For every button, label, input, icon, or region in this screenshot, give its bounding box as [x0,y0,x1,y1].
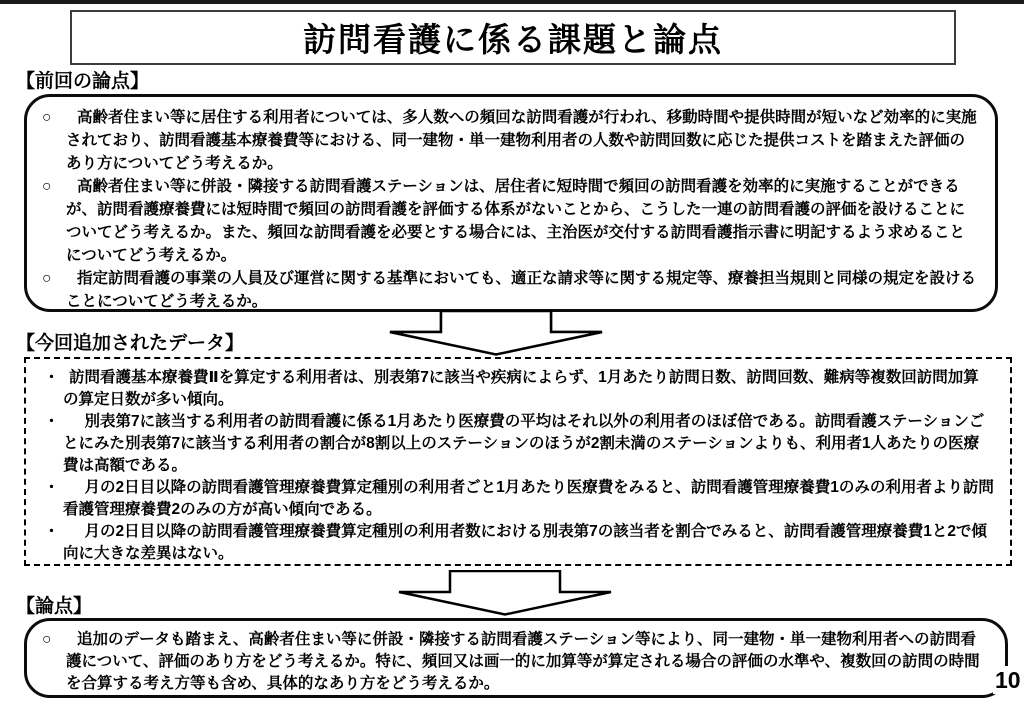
circle-bullet-marker: ○ [42,631,52,648]
list-item [39,629,989,695]
title-box [70,10,956,65]
list-item-text: 追加のデータも踏まえ、高齢者住まい等に併設・隣接する訪問看護ステーション等により、同一建物・単一建物利用者への訪問看護について、評価のあり方をどう考えるか。特に、頻回又は画一的に加算等が算定される場合の評価の水準や、複数回の訪問の時間を合算する考え方等も含め、具体的なあり方をどう考えるか。 [66,631,980,692]
section-label-previous-issues: 【前回の論点】 [16,71,150,92]
dot-bullet-marker: ・ [44,369,60,386]
list-item [38,477,994,521]
top-border-rule [0,0,1024,4]
page-number: 10 [995,667,1021,693]
page-title: 訪問看護に係る課題と論点 [303,21,723,58]
issues-box [24,618,1008,698]
dot-bullet-marker: ・ [44,413,60,430]
list-item [38,367,994,411]
list-item-text: 訪問看護基本療養費Ⅱを算定する利用者は、別表第7に該当や疾病によらず、1月あたり訪問日数、訪問回数、難病等複数回訪問加算の算定日数が多い傾向。 [63,369,979,408]
list-item [38,411,994,477]
list-item-text: 月の2日目以降の訪問看護管理療養費算定種別の利用者ごと1月あたり医療費をみると、訪問看護管理療養費1のみの利用者より訪問看護管理療養費2のみの方が高い傾向である。 [63,479,994,518]
added-data-box [24,357,1012,566]
down-arrow-icon [387,310,605,356]
list-item-text: 指定訪問看護の事業の人員及び運営に関する基準においても、適正な請求等に関する規定等、療養担当規則と同様の規定を設けることについてどう考えるか。 [66,270,977,310]
list-item-text: 別表第7に該当する利用者の訪問看護に係る1月あたり医療費の平均はそれ以外の利用者のほぼ倍である。訪問看護ステーションごとにみた別表第7に該当する利用者の割合が8割以上のステーションのほうが2割未満のステーションよりも、利用者1人あたりの医療費は高額である。 [63,413,985,474]
dot-bullet-marker: ・ [44,523,60,540]
previous-issues-box [24,94,998,312]
list-item [39,106,979,175]
list-item [39,267,979,312]
section-label-issues: 【論点】 [16,596,93,617]
list-item-text: 高齢者住まい等に併設・隣接する訪問看護ステーションは、居住者に短時間で頻回の訪問看護を効率的に実施することができるが、訪問看護療養費には短時間で頻回の訪問看護を評価する体系がないことから、こうした一連の訪問看護の評価を設けることについてどう考えるか。また、頻回な訪問看護を必要とする場合には、主治医が交付する訪問看護指示書に明記するよう求めることについてどう考えるか。 [66,178,966,264]
down-arrow-icon [396,570,614,616]
list-item [39,175,979,267]
circle-bullet-marker: ○ [42,109,52,126]
list-item [38,521,994,565]
list-item-text: 高齢者住まい等に居住する利用者については、多人数への頻回な訪問看護が行われ、移動時間や提供時間が短いなど効率的に実施されており、訪問看護基本療養費等における、同一建物・単一建物利用者の人数や訪問回数に応じた提供コストを踏まえた評価のあり方についてどう考えるか。 [66,109,977,172]
circle-bullet-marker: ○ [42,178,52,195]
section-label-added-data: 【今回追加されたデータ】 [16,333,245,354]
circle-bullet-marker: ○ [42,270,52,287]
dot-bullet-marker: ・ [44,479,60,496]
list-item-text: 月の2日目以降の訪問看護管理療養費算定種別の利用者数における別表第7の該当者を割合でみると、訪問看護管理療養費1と2で傾向に大きな差異はない。 [63,523,987,562]
